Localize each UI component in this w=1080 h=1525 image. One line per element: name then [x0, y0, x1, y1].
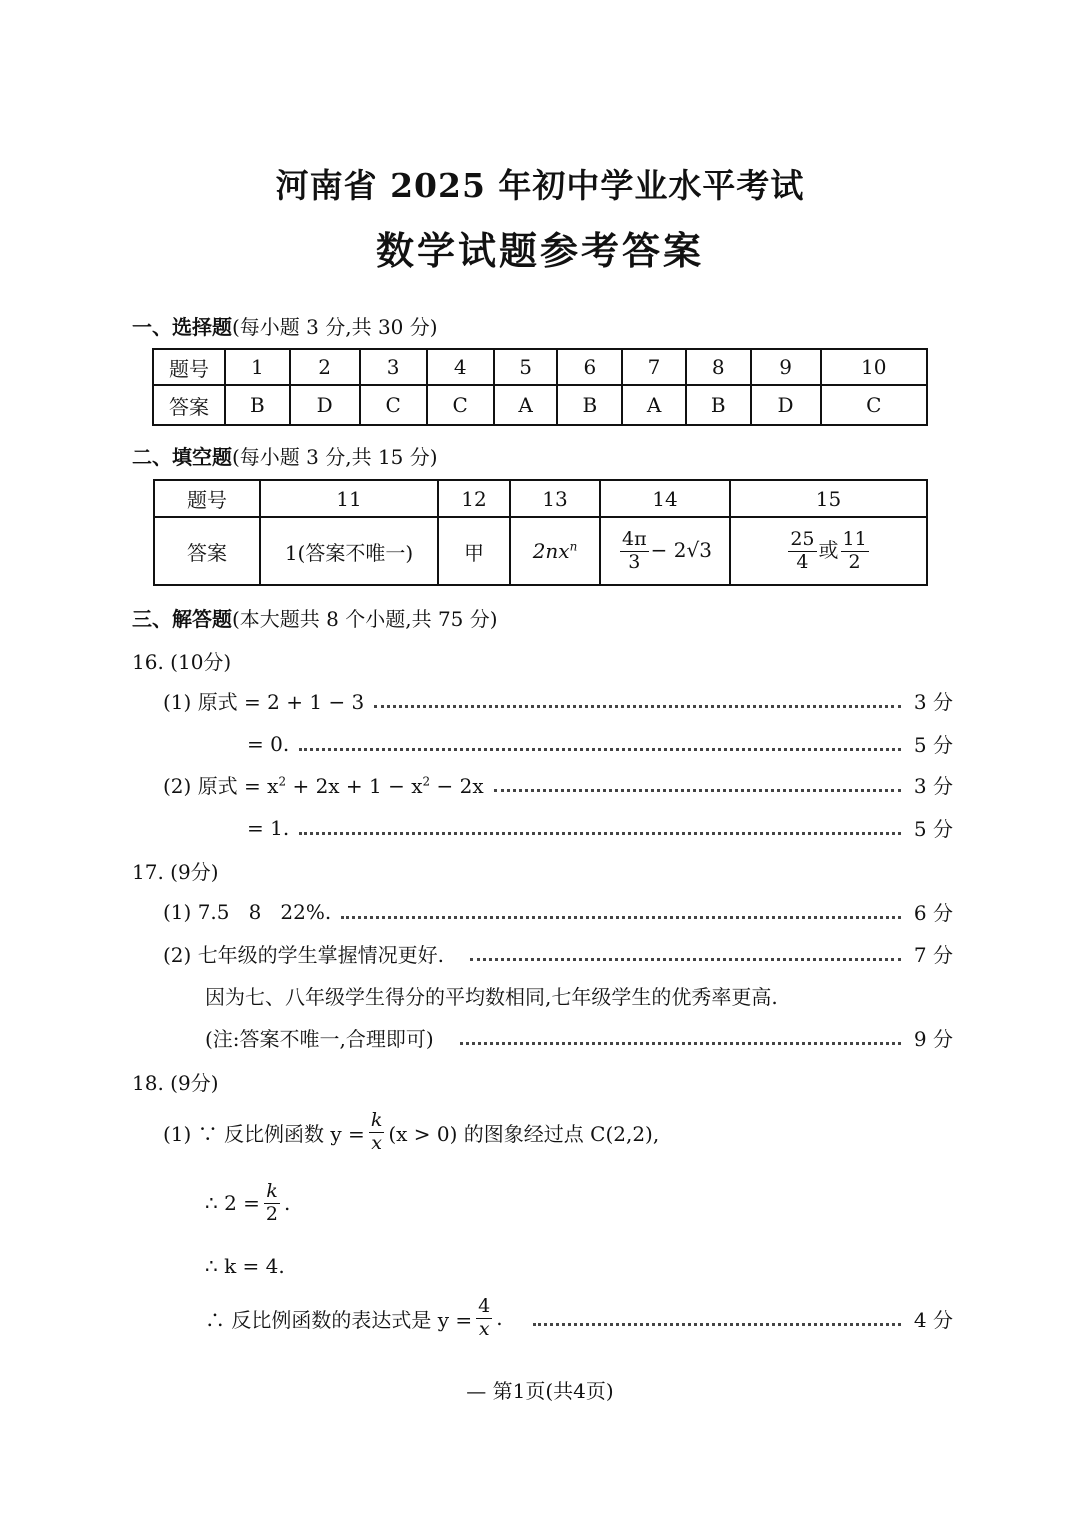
section3-heading: 三、解答题(本大题共 8 个小题,共 75 分) [132, 607, 498, 631]
table-cell: 6 [557, 349, 622, 385]
dot-leader [341, 916, 901, 919]
q17-line3: 因为七、八年级学生得分的平均数相同,七年级学生的优秀率更高. [205, 985, 778, 1009]
fraction: $\frac{k}{x}$ [370, 1109, 383, 1154]
section1-heading: 一、选择题(每小题 3 分,共 30 分) [132, 315, 438, 339]
fraction: $\frac{k}{2}$ [265, 1180, 279, 1225]
dot-leader [460, 1042, 901, 1045]
table-cell: $\frac{4\pi}{3}$ − 2√3 [600, 517, 730, 585]
q17-line2: (2) 七年级的学生掌握情况更好. 7 分 [163, 943, 953, 967]
q16-line3: (2) 原式 = $x^2 + 2x + 1 - x^2 - 2x$ 3 分 [163, 774, 953, 798]
dot-leader [299, 832, 901, 835]
table-cell: 4 [427, 349, 494, 385]
q18-heading: 18. (9分) [132, 1071, 219, 1095]
page-number: — 第1页(共4页) [466, 1379, 614, 1403]
table-cell: 13 [510, 480, 600, 517]
table-row-label: 答案 [154, 517, 260, 585]
table-cell: C [821, 385, 927, 425]
q16-heading: 16. (10分) [132, 650, 232, 674]
dot-leader [374, 705, 901, 708]
table-row-label: 答案 [153, 385, 225, 425]
table-cell: 9 [751, 349, 821, 385]
q17-line4: (注:答案不唯一,合理即可) 9 分 [205, 1027, 953, 1051]
q18-line4: ∴ 反比例函数的表达式是 y = $\frac{4}{x}$ . 4 分 [205, 1295, 953, 1340]
dot-leader [470, 958, 901, 961]
table-cell: 1(答案不唯一) [260, 517, 438, 585]
table-row [154, 480, 927, 517]
table-cell: B [225, 385, 290, 425]
table-cell: 2 [290, 349, 360, 385]
fraction: $\frac{4}{x}$ [478, 1295, 491, 1340]
dot-leader [494, 789, 901, 792]
fraction: $\frac{25}{4}$ [790, 527, 815, 573]
section2-heading: 二、填空题(每小题 3 分,共 15 分) [132, 445, 438, 469]
page-subtitle: 数学试题参考答案 [375, 228, 704, 273]
table-cell: B [557, 385, 622, 425]
table-cell: C [427, 385, 494, 425]
table-cell: 甲 [438, 517, 510, 585]
table-cell: 1 [225, 349, 290, 385]
table-cell: $\frac{25}{4}$ 或 $\frac{11}{2}$ [730, 517, 927, 585]
table-row [153, 385, 927, 425]
table-row-label: 题号 [153, 349, 225, 385]
table-cell: 3 [360, 349, 427, 385]
page-title: 河南省 2025 年初中学业水平考试 [275, 166, 805, 205]
table-cell: D [751, 385, 821, 425]
fraction: $\frac{4\pi}{3}$ [622, 527, 647, 573]
table-cell: 15 [730, 480, 927, 517]
q18-line3: ∴ k = 4. [205, 1254, 285, 1278]
table-cell: D [290, 385, 360, 425]
table-cell: A [622, 385, 686, 425]
table-cell: 7 [622, 349, 686, 385]
table-row [154, 517, 927, 585]
q18-line2: ∴ 2 = $\frac{k}{2}$ . [205, 1180, 291, 1225]
q16-line1: (1) 原式 = 2 + 1 − 3 3 分 [163, 690, 953, 714]
table-cell: 12 [438, 480, 510, 517]
table-cell: 14 [600, 480, 730, 517]
table-cell: $2nx^n$ [510, 517, 600, 585]
table-cell: 10 [821, 349, 927, 385]
table-cell: C [360, 385, 427, 425]
q18-line1: (1) ∵ 反比例函数 y = $\frac{k}{x}$ (x > 0) 的图象经过点 C(2,2), [163, 1109, 660, 1154]
dot-leader [533, 1323, 901, 1326]
choice-answer-table [152, 348, 928, 426]
q16-line2: = 0. 5 分 [247, 731, 953, 757]
table-cell: 8 [686, 349, 751, 385]
table-cell: B [686, 385, 751, 425]
table-cell: 11 [260, 480, 438, 517]
table-cell: A [494, 385, 558, 425]
q16-line4: = 1. 5 分 [247, 815, 953, 841]
dot-leader [299, 748, 901, 751]
table-row [153, 349, 927, 385]
table-row-label: 题号 [154, 480, 260, 517]
q17-heading: 17. (9分) [132, 860, 219, 884]
fraction: $\frac{11}{2}$ [842, 527, 867, 573]
fill-answer-table [153, 479, 928, 586]
q17-line1: (1) 7.5 8 22%. 6 分 [163, 899, 953, 925]
table-cell: 5 [494, 349, 558, 385]
